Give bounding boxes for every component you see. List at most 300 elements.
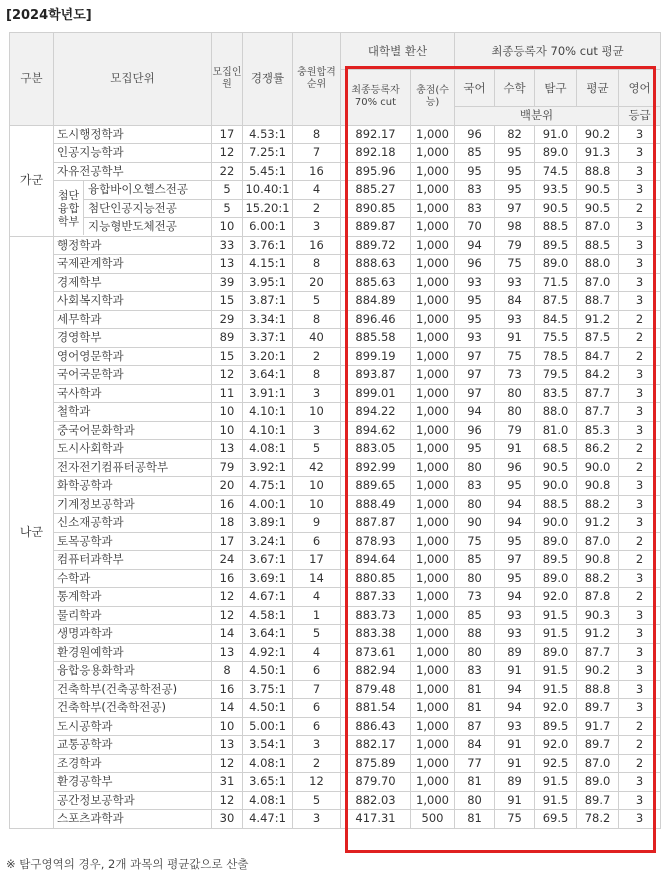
cell-kor: 85 <box>455 606 495 625</box>
cell-kor: 95 <box>455 440 495 459</box>
cell-ratio: 5.00:1 <box>243 717 293 736</box>
cell-math: 93 <box>495 273 535 292</box>
cell-total: 1,000 <box>411 273 455 292</box>
cell-avg: 84.2 <box>577 366 619 385</box>
cell-kor: 97 <box>455 347 495 366</box>
cell-cut: 889.72 <box>341 236 411 255</box>
cell-total: 1,000 <box>411 162 455 181</box>
cell-total: 1,000 <box>411 791 455 810</box>
cell-math: 89 <box>495 773 535 792</box>
cell-avg: 88.2 <box>577 495 619 514</box>
cell-kor: 83 <box>455 199 495 218</box>
cell-quota: 10 <box>212 218 243 237</box>
cell-inq: 91.5 <box>535 791 577 810</box>
cell-cut: 875.89 <box>341 754 411 773</box>
cell-total: 1,000 <box>411 477 455 496</box>
cell-inq: 91.0 <box>535 125 577 144</box>
cell-wait: 3 <box>293 384 341 403</box>
cell-inq: 83.5 <box>535 384 577 403</box>
unit-name: 수학과 <box>54 569 212 588</box>
cell-inq: 90.0 <box>535 477 577 496</box>
cell-ratio: 4.58:1 <box>243 606 293 625</box>
cell-math: 84 <box>495 292 535 311</box>
cell-wait: 16 <box>293 236 341 255</box>
cell-cut: 887.33 <box>341 588 411 607</box>
cell-cut: 883.05 <box>341 440 411 459</box>
cell-total: 1,000 <box>411 588 455 607</box>
unit-name: 국제관계학과 <box>54 255 212 274</box>
cell-math: 89 <box>495 643 535 662</box>
cell-ratio: 4.47:1 <box>243 810 293 829</box>
cell-inq: 89.0 <box>535 569 577 588</box>
cell-ratio: 3.64:1 <box>243 625 293 644</box>
table-row <box>10 532 661 551</box>
cell-math: 91 <box>495 329 535 348</box>
cell-wait: 20 <box>293 273 341 292</box>
cell-quota: 13 <box>212 255 243 274</box>
cell-wait: 3 <box>293 421 341 440</box>
cell-inq: 91.5 <box>535 773 577 792</box>
cell-total: 1,000 <box>411 458 455 477</box>
cell-ratio: 4.53:1 <box>243 125 293 144</box>
unit-name: 화학공학과 <box>54 477 212 496</box>
cell-wait: 3 <box>293 218 341 237</box>
cell-eng: 3 <box>619 810 661 829</box>
cell-kor: 83 <box>455 181 495 200</box>
cell-math: 93 <box>495 717 535 736</box>
cell-math: 96 <box>495 458 535 477</box>
cell-total: 1,000 <box>411 680 455 699</box>
cell-ratio: 3.54:1 <box>243 736 293 755</box>
cell-math: 93 <box>495 625 535 644</box>
unit-name: 도시사회학과 <box>54 440 212 459</box>
cell-math: 98 <box>495 218 535 237</box>
cell-kor: 85 <box>455 144 495 163</box>
cell-total: 1,000 <box>411 551 455 570</box>
cell-kor: 80 <box>455 569 495 588</box>
cell-inq: 88.5 <box>535 495 577 514</box>
header-univ-conv: 대학별 환산 <box>341 33 455 70</box>
cell-avg: 90.8 <box>577 477 619 496</box>
cell-quota: 16 <box>212 495 243 514</box>
cell-eng: 3 <box>619 125 661 144</box>
cell-kor: 73 <box>455 588 495 607</box>
table-row <box>10 736 661 755</box>
cell-inq: 91.5 <box>535 606 577 625</box>
table-row <box>10 625 661 644</box>
cell-eng: 3 <box>619 643 661 662</box>
cell-inq: 71.5 <box>535 273 577 292</box>
group-na: 나군 <box>10 236 54 828</box>
cell-ratio: 4.10:1 <box>243 403 293 422</box>
table-row <box>10 255 661 274</box>
table-row <box>10 810 661 829</box>
header-math: 수학 <box>495 70 535 107</box>
cell-cut: 883.73 <box>341 606 411 625</box>
cell-kor: 70 <box>455 218 495 237</box>
header-eng: 영어 <box>619 70 661 107</box>
cell-wait: 8 <box>293 125 341 144</box>
cell-total: 1,000 <box>411 773 455 792</box>
header-avg: 평균 <box>577 70 619 107</box>
cell-math: 94 <box>495 680 535 699</box>
cell-wait: 10 <box>293 403 341 422</box>
unit-name: 국사학과 <box>54 384 212 403</box>
cell-math: 94 <box>495 588 535 607</box>
cell-kor: 94 <box>455 236 495 255</box>
cell-quota: 12 <box>212 791 243 810</box>
cell-avg: 87.0 <box>577 532 619 551</box>
header-total: 총점(수능) <box>411 70 455 126</box>
cell-total: 1,000 <box>411 440 455 459</box>
footnote: ※ 탐구영역의 경우, 2개 과목의 평균값으로 산출 <box>6 857 249 871</box>
table-row <box>10 125 661 144</box>
cell-ratio: 3.37:1 <box>243 329 293 348</box>
cell-quota: 16 <box>212 569 243 588</box>
cell-inq: 89.0 <box>535 144 577 163</box>
cell-total: 1,000 <box>411 754 455 773</box>
table-row <box>10 551 661 570</box>
header-final-avg: 최종등록자 70% cut 평균 <box>455 33 661 70</box>
cell-wait: 4 <box>293 588 341 607</box>
cell-eng: 3 <box>619 606 661 625</box>
cell-inq: 89.0 <box>535 255 577 274</box>
cell-eng: 3 <box>619 662 661 681</box>
cell-cut: 882.17 <box>341 736 411 755</box>
cell-math: 75 <box>495 347 535 366</box>
header-waitlist: 충원합격순위 <box>293 33 341 126</box>
cell-avg: 87.7 <box>577 403 619 422</box>
cell-eng: 3 <box>619 514 661 533</box>
unit-name: 토목공학과 <box>54 532 212 551</box>
cell-inq: 87.5 <box>535 292 577 311</box>
cell-ratio: 4.50:1 <box>243 662 293 681</box>
cell-kor: 81 <box>455 680 495 699</box>
table-row <box>10 680 661 699</box>
cell-quota: 13 <box>212 643 243 662</box>
cell-ratio: 3.95:1 <box>243 273 293 292</box>
cell-kor: 81 <box>455 699 495 718</box>
cell-inq: 90.5 <box>535 199 577 218</box>
cell-inq: 84.5 <box>535 310 577 329</box>
table-row <box>10 773 661 792</box>
cell-kor: 81 <box>455 810 495 829</box>
unit-name: 물리학과 <box>54 606 212 625</box>
cell-avg: 85.3 <box>577 421 619 440</box>
cell-wait: 6 <box>293 717 341 736</box>
cell-wait: 16 <box>293 162 341 181</box>
cell-math: 95 <box>495 569 535 588</box>
cell-total: 1,000 <box>411 643 455 662</box>
cell-inq: 92.0 <box>535 736 577 755</box>
unit-name: 통계학과 <box>54 588 212 607</box>
cell-quota: 17 <box>212 125 243 144</box>
cell-avg: 87.0 <box>577 273 619 292</box>
cell-total: 1,000 <box>411 144 455 163</box>
cell-eng: 3 <box>619 680 661 699</box>
cell-eng: 2 <box>619 754 661 773</box>
unit-name: 경제학부 <box>54 273 212 292</box>
cell-eng: 2 <box>619 532 661 551</box>
cell-wait: 2 <box>293 754 341 773</box>
cell-avg: 90.5 <box>577 181 619 200</box>
cell-math: 94 <box>495 699 535 718</box>
header-grade: 등급 <box>619 107 661 126</box>
cell-eng: 2 <box>619 440 661 459</box>
table-row <box>10 199 661 218</box>
cell-avg: 90.0 <box>577 458 619 477</box>
cell-cut: 896.46 <box>341 310 411 329</box>
cell-cut: 892.17 <box>341 125 411 144</box>
cell-ratio: 4.00:1 <box>243 495 293 514</box>
cell-ratio: 3.65:1 <box>243 773 293 792</box>
cell-wait: 17 <box>293 551 341 570</box>
cell-avg: 89.7 <box>577 699 619 718</box>
cell-quota: 89 <box>212 329 243 348</box>
cell-cut: 899.19 <box>341 347 411 366</box>
cell-math: 95 <box>495 181 535 200</box>
cell-eng: 2 <box>619 310 661 329</box>
cell-inq: 90.5 <box>535 458 577 477</box>
table-row <box>10 791 661 810</box>
cell-kor: 97 <box>455 384 495 403</box>
cell-math: 97 <box>495 199 535 218</box>
cell-math: 91 <box>495 736 535 755</box>
table-row <box>10 606 661 625</box>
unit-name: 경영학부 <box>54 329 212 348</box>
cell-avg: 78.2 <box>577 810 619 829</box>
cell-total: 1,000 <box>411 347 455 366</box>
cell-avg: 89.0 <box>577 773 619 792</box>
cell-kor: 95 <box>455 292 495 311</box>
table-row <box>10 569 661 588</box>
table-row <box>10 440 661 459</box>
cell-total: 1,000 <box>411 329 455 348</box>
cell-total: 1,000 <box>411 736 455 755</box>
cell-inq: 88.0 <box>535 403 577 422</box>
group-ga: 가군 <box>10 125 54 236</box>
cell-quota: 20 <box>212 477 243 496</box>
cell-wait: 5 <box>293 292 341 311</box>
cell-kor: 96 <box>455 125 495 144</box>
unit-name: 국어국문학과 <box>54 366 212 385</box>
cell-quota: 13 <box>212 736 243 755</box>
cell-kor: 81 <box>455 773 495 792</box>
table-row <box>10 403 661 422</box>
cell-ratio: 4.08:1 <box>243 791 293 810</box>
cell-inq: 91.5 <box>535 662 577 681</box>
table-row <box>10 162 661 181</box>
cell-avg: 88.5 <box>577 236 619 255</box>
cell-eng: 2 <box>619 199 661 218</box>
cell-total: 1,000 <box>411 532 455 551</box>
cell-avg: 87.7 <box>577 643 619 662</box>
cell-math: 75 <box>495 255 535 274</box>
cell-total: 1,000 <box>411 421 455 440</box>
unit-name: 융합바이오헬스전공 첨단융합학부 <box>54 181 212 200</box>
cell-math: 79 <box>495 236 535 255</box>
cell-quota: 18 <box>212 514 243 533</box>
cell-kor: 87 <box>455 717 495 736</box>
cell-ratio: 4.75:1 <box>243 477 293 496</box>
unit-name: 건축학부(건축공학전공) <box>54 680 212 699</box>
cell-cut: 884.89 <box>341 292 411 311</box>
cell-quota: 10 <box>212 403 243 422</box>
cell-wait: 4 <box>293 643 341 662</box>
cell-quota: 12 <box>212 606 243 625</box>
cell-ratio: 7.25:1 <box>243 144 293 163</box>
cell-eng: 3 <box>619 421 661 440</box>
cell-quota: 12 <box>212 588 243 607</box>
cell-inq: 91.5 <box>535 680 577 699</box>
cell-avg: 91.2 <box>577 310 619 329</box>
cell-wait: 2 <box>293 199 341 218</box>
cell-eng: 2 <box>619 736 661 755</box>
cell-math: 93 <box>495 310 535 329</box>
cell-avg: 91.3 <box>577 144 619 163</box>
cell-inq: 81.0 <box>535 421 577 440</box>
cell-ratio: 4.08:1 <box>243 440 293 459</box>
cell-avg: 88.8 <box>577 680 619 699</box>
cell-eng: 3 <box>619 569 661 588</box>
cell-total: 1,000 <box>411 514 455 533</box>
cell-wait: 3 <box>293 736 341 755</box>
unit-name: 사회복지학과 <box>54 292 212 311</box>
cell-total: 1,000 <box>411 292 455 311</box>
cell-wait: 4 <box>293 181 341 200</box>
cell-avg: 91.7 <box>577 717 619 736</box>
cell-math: 80 <box>495 384 535 403</box>
unit-name: 공간정보공학과 <box>54 791 212 810</box>
cell-cut: 888.49 <box>341 495 411 514</box>
header-cut: 최종등록자 70% cut <box>341 70 411 126</box>
unit-name: 행정학과 <box>54 236 212 255</box>
unit-name: 기계정보공학과 <box>54 495 212 514</box>
cell-wait: 5 <box>293 625 341 644</box>
cell-kor: 80 <box>455 791 495 810</box>
cell-math: 75 <box>495 810 535 829</box>
cell-wait: 40 <box>293 329 341 348</box>
unit-name: 도시행정학과 <box>54 125 212 144</box>
cell-inq: 92.0 <box>535 588 577 607</box>
cell-quota: 8 <box>212 662 243 681</box>
cell-avg: 87.7 <box>577 384 619 403</box>
table-row <box>10 421 661 440</box>
cell-inq: 89.5 <box>535 551 577 570</box>
cell-total: 1,000 <box>411 255 455 274</box>
cell-total: 1,000 <box>411 699 455 718</box>
cell-ratio: 4.67:1 <box>243 588 293 607</box>
cell-inq: 88.5 <box>535 218 577 237</box>
cell-avg: 89.7 <box>577 791 619 810</box>
cell-ratio: 3.92:1 <box>243 458 293 477</box>
cell-inq: 93.5 <box>535 181 577 200</box>
cell-kor: 96 <box>455 255 495 274</box>
cell-ratio: 3.64:1 <box>243 366 293 385</box>
table-row <box>10 366 661 385</box>
cell-quota: 14 <box>212 625 243 644</box>
cell-cut: 894.62 <box>341 421 411 440</box>
cell-total: 1,000 <box>411 662 455 681</box>
cell-eng: 3 <box>619 403 661 422</box>
cell-cut: 878.93 <box>341 532 411 551</box>
header-inq: 탐구 <box>535 70 577 107</box>
cell-kor: 80 <box>455 458 495 477</box>
cell-inq: 92.0 <box>535 699 577 718</box>
cell-quota: 12 <box>212 754 243 773</box>
cell-math: 94 <box>495 514 535 533</box>
cell-ratio: 3.69:1 <box>243 569 293 588</box>
cell-quota: 31 <box>212 773 243 792</box>
cell-inq: 78.5 <box>535 347 577 366</box>
unit-name: 환경공학부 <box>54 773 212 792</box>
unit-name: 조경학과 <box>54 754 212 773</box>
cell-avg: 86.2 <box>577 440 619 459</box>
cell-avg: 90.2 <box>577 125 619 144</box>
cell-eng: 3 <box>619 144 661 163</box>
cell-total: 1,000 <box>411 236 455 255</box>
cell-avg: 87.0 <box>577 218 619 237</box>
cell-inq: 89.0 <box>535 643 577 662</box>
cell-cut: 417.31 <box>341 810 411 829</box>
cell-total: 1,000 <box>411 218 455 237</box>
cell-avg: 88.2 <box>577 569 619 588</box>
cell-ratio: 3.34:1 <box>243 310 293 329</box>
header-percentile: 백분위 <box>455 107 619 126</box>
table-row <box>10 477 661 496</box>
cell-kor: 93 <box>455 329 495 348</box>
cell-cut: 894.22 <box>341 403 411 422</box>
cell-ratio: 4.10:1 <box>243 421 293 440</box>
cell-wait: 6 <box>293 662 341 681</box>
cell-math: 95 <box>495 162 535 181</box>
cell-avg: 89.7 <box>577 736 619 755</box>
cell-cut: 882.03 <box>341 791 411 810</box>
cell-inq: 90.0 <box>535 514 577 533</box>
header-kor: 국어 <box>455 70 495 107</box>
unit-name: 스포츠과학과 <box>54 810 212 829</box>
cell-cut: 873.61 <box>341 643 411 662</box>
cell-avg: 91.2 <box>577 514 619 533</box>
cell-eng: 3 <box>619 495 661 514</box>
table-row <box>10 588 661 607</box>
cell-eng: 3 <box>619 273 661 292</box>
cell-cut: 880.85 <box>341 569 411 588</box>
cell-quota: 17 <box>212 532 243 551</box>
cell-quota: 29 <box>212 310 243 329</box>
cell-total: 1,000 <box>411 403 455 422</box>
cell-wait: 2 <box>293 347 341 366</box>
cell-ratio: 3.67:1 <box>243 551 293 570</box>
table-row <box>10 717 661 736</box>
cell-eng: 3 <box>619 162 661 181</box>
table-row <box>10 273 661 292</box>
cell-quota: 15 <box>212 347 243 366</box>
cell-cut: 882.94 <box>341 662 411 681</box>
cell-wait: 1 <box>293 606 341 625</box>
cell-quota: 14 <box>212 699 243 718</box>
cell-eng: 3 <box>619 366 661 385</box>
cell-cut: 899.01 <box>341 384 411 403</box>
unit-name: 환경원예학과 <box>54 643 212 662</box>
cell-total: 1,000 <box>411 366 455 385</box>
table-row <box>10 699 661 718</box>
cell-wait: 10 <box>293 477 341 496</box>
table-row <box>10 292 661 311</box>
cell-quota: 39 <box>212 273 243 292</box>
admission-table <box>9 32 661 829</box>
cell-inq: 91.5 <box>535 625 577 644</box>
